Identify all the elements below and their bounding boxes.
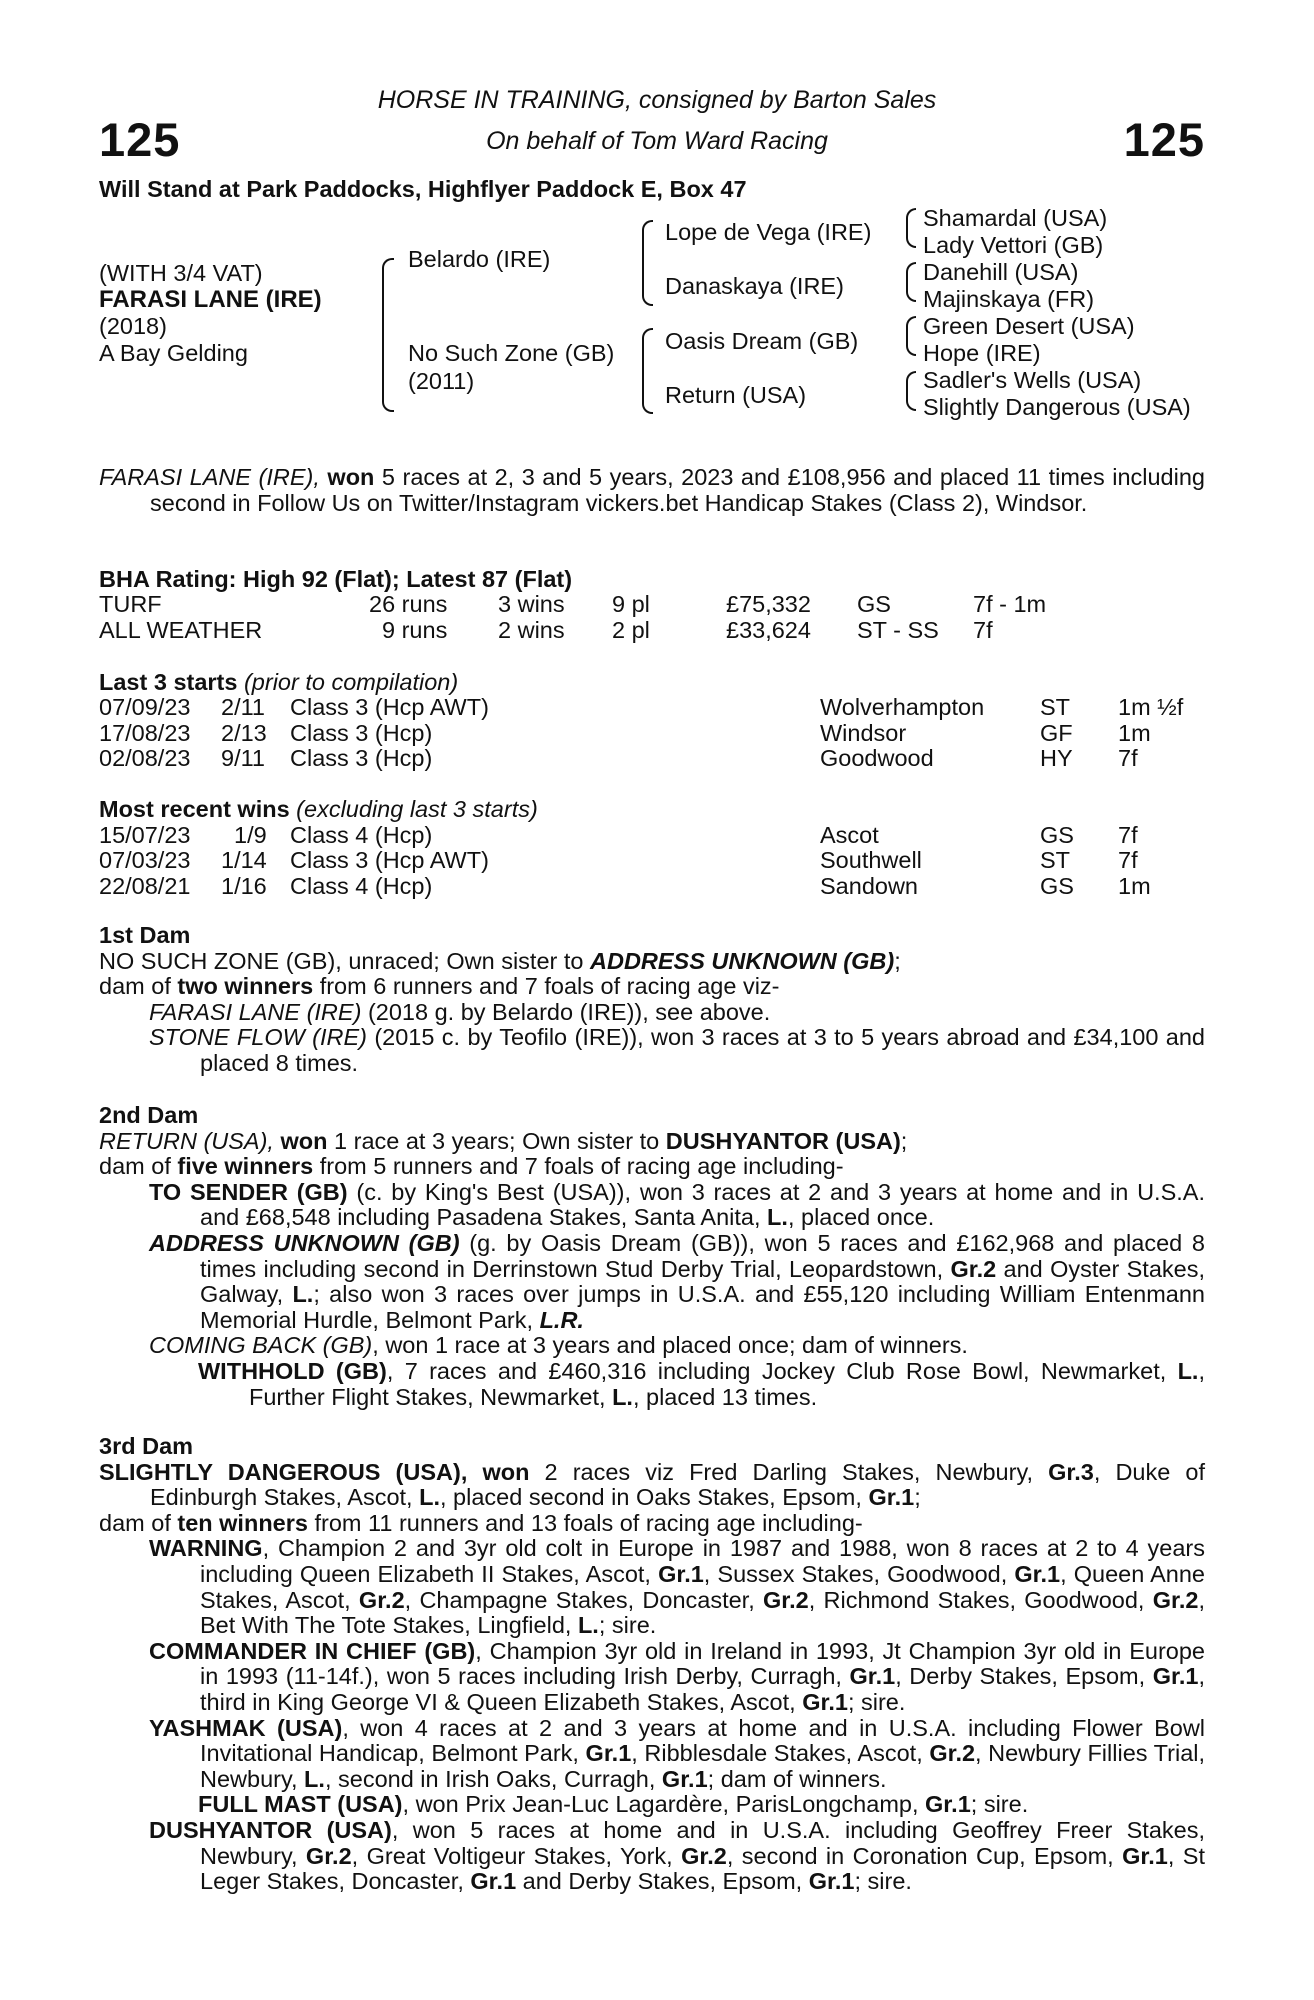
third-dam-title: 3rd Dam (99, 1433, 194, 1459)
race-summary (99, 465, 1205, 516)
brace-dd (906, 371, 916, 411)
summary-horse: FARASI LANE (IRE), (99, 464, 320, 490)
summary-won: won (327, 464, 375, 490)
brace-dam (642, 328, 653, 414)
sire-name: Belardo (IRE) (408, 246, 551, 272)
vat-note: (WITH 3/4 VAT) (99, 260, 263, 286)
horse-name: FARASI LANE (IRE) (99, 286, 322, 313)
brace-sire (642, 220, 653, 306)
behalf-line: On behalf of Tom Ward Racing (486, 127, 828, 155)
lot-number-left: 125 (99, 113, 181, 166)
ped-dds: Sadler's Wells (USA) (923, 367, 1142, 393)
stand-location: Will Stand at Park Paddocks, Highflyer Paddock E, Box 47 (99, 176, 747, 202)
brace-horse (382, 258, 394, 412)
second-dam-title: 2nd Dam (99, 1102, 199, 1128)
first-dam-section: 1st Dam NO SUCH ZONE (GB), unraced; Own sister to ADDRESS UNKNOWN (GB); dam of two winners from 6 runners and 7 foals of racing age viz- FARASI LANE (IRE) (2018 g. by Belardo (IRE)), see above. STONE FLOW (IRE) (2015 c. by Teofilo (IRE)), won 3 races at 3 to 5 years abroad and £34,100 and placed 8 times. (99, 922, 1205, 1076)
sire-sire: Lope de Vega (IRE) (665, 219, 872, 245)
horse-description: A Bay Gelding (99, 340, 248, 366)
brace-ds (906, 316, 916, 356)
ped-sss: Shamardal (USA) (923, 205, 1108, 231)
ped-ssd: Lady Vettori (GB) (923, 232, 1104, 258)
second-dam-section: 2nd Dam RETURN (USA), won 1 race at 3 years; Own sister to DUSHYANTOR (USA); dam of five winners from 5 runners and 7 foals of racing age including- TO SENDER (GB) (c. by King's Best (USA)), won 3 races at 2 and 3 years at home and in U.S.A. and £68,548 including Pasadena Stakes, Santa Anita, L., placed once. ADDRESS UNKNOWN (GB) (g. by Oasis Dream (GB)), won 5 races and £162,968 and placed 8 times including second in Derrinstown Stud Derby Trial, Leopardstown, Gr.2 and Oyster Stakes, Galway, L.; also won 3 races over jumps in U.S.A. and £55,120 including William Entenmann Memorial Hurdle, Belmont Park, L.R. COMING BACK (GB), won 1 race at 3 years and placed once; dam of winners. WITHHOLD (GB), 7 races and £460,316 including Jockey Club Rose Bowl, Newmarket, L., Further Flight Stakes, Newmarket, L., placed 13 times. (99, 1102, 1206, 1410)
sire-dam: Danaskaya (IRE) (665, 273, 844, 299)
dam-sire: Oasis Dream (GB) (665, 328, 859, 354)
ped-dss: Green Desert (USA) (923, 313, 1135, 339)
ped-sdd: Majinskaya (FR) (923, 286, 1095, 312)
recent-heading: Most recent wins (excluding last 3 starts) (99, 796, 538, 822)
dam-name: No Such Zone (GB) (408, 340, 615, 366)
last3-heading: Last 3 starts (prior to compilation) (99, 669, 459, 695)
first-dam-title: 1st Dam (99, 922, 191, 948)
ped-ddd: Slightly Dangerous (USA) (923, 394, 1191, 420)
third-dam-section: 3rd Dam SLIGHTLY DANGEROUS (USA), won 2 races viz Fred Darling Stakes, Newbury, Gr.3, Duke of Edinburgh Stakes, Ascot, L., placed second in Oaks Stakes, Epsom, Gr.1; dam of ten winners from 11 runners and 13 foals of racing age including- WARNING, Champion 2 and 3yr old colt in Europe in 1987 and 1988, won 8 races at 2 to 4 years including Queen Elizabeth II Stakes, Ascot, Gr.1, Sussex Stakes, Goodwood, Gr.1, Queen Anne Stakes, Ascot, Gr.2, Champagne Stakes, Doncaster, Gr.2, Richmond Stakes, Goodwood, Gr.2, Bet With The Tote Stakes, Lingfield, L.; sire. COMMANDER IN CHIEF (GB), Champion 3yr old in Ireland in 1993, Jt Champion 3yr old in Europe in 1993 (11-14f.), won 5 races including Irish Derby, Curragh, Gr.1, Derby Stakes, Epsom, Gr.1, third in King George VI & Queen Elizabeth Stakes, Ascot, Gr.1; sire. YASHMAK (USA), won 4 races at 2 and 3 years at home and in U.S.A. including Flower Bowl Invitational Handicap, Belmont Park, Gr.1, Ribblesdale Stakes, Ascot, Gr.2, Newbury Fillies Trial, Newbury, L., second in Irish Oaks, Curragh, Gr.1; dam of winners. FULL MAST (USA), won Prix Jean-Luc Lagardère, ParisLongchamp, Gr.1; sire. DUSHYANTOR (USA), won 5 races at home and in U.S.A. including Geoffrey Freer Stakes, Newbury, Gr.2, Great Voltigeur Stakes, York, Gr.2, second in Coronation Cup, Epsom, Gr.1, St Leger Stakes, Doncaster, Gr.1 and Derby Stakes, Epsom, Gr.1; sire. (99, 1433, 1206, 1895)
brace-ss (906, 208, 916, 248)
consignor-line: HORSE IN TRAINING, consigned by Barton Sales (377, 86, 937, 114)
summary-text: 5 races at 2, 3 and 5 years, 2023 and £108,956 and placed 11 times including second in Follow Us on Twitter/Instagram vickers.bet Handicap Stakes (Class 2), Windsor. (150, 464, 1205, 516)
dam-dam: Return (USA) (665, 382, 807, 408)
lot-number-right: 125 (1123, 113, 1205, 166)
ped-sds: Danehill (USA) (923, 259, 1079, 285)
horse-year: (2018) (99, 313, 167, 339)
dam-year: (2011) (408, 368, 475, 394)
ped-dsd: Hope (IRE) (923, 340, 1041, 366)
bha-rating: BHA Rating: High 92 (Flat); Latest 87 (Flat) (99, 566, 573, 592)
brace-sd (906, 262, 916, 302)
